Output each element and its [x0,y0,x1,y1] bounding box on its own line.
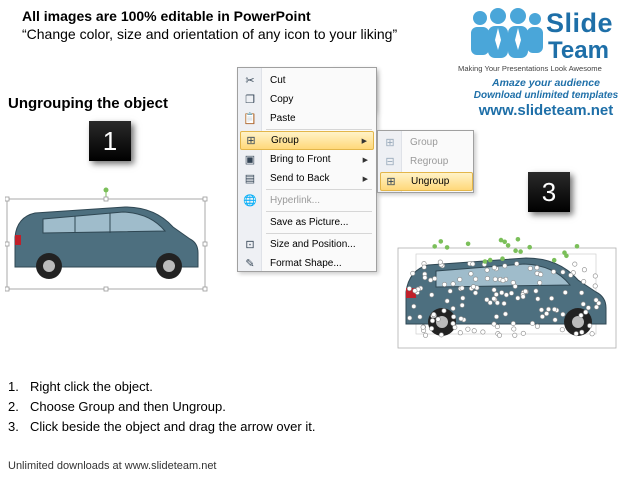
selection-handle [593,274,597,278]
submenu-item-ungroup[interactable] [380,172,473,191]
menu-item-save-as-picture[interactable] [240,213,374,232]
step-item [8,377,315,397]
rotation-handle [527,245,532,250]
selection-handle [549,296,553,300]
rotation-handle [502,240,507,245]
selection-handle [515,262,519,266]
selection-handle [594,298,598,302]
context-menu[interactable] [237,67,377,272]
logo-url[interactable]: www.slideteam.net [478,102,614,119]
header-subtitle: “Change color, size and orientation of any icon to your liking” [22,26,398,42]
selection-handle [494,292,498,296]
selection-handle [512,327,516,331]
submenu-item-label: Regroup [410,156,449,167]
van-grouped-image[interactable] [5,187,208,292]
step-number: 2. [8,399,19,414]
rotation-handle [562,250,567,255]
selection-handle [422,265,426,269]
selection-handle [442,309,446,313]
send-back-icon: ▤ [244,173,256,185]
menu-item-paste[interactable] [240,109,374,128]
selection-handle [430,293,434,297]
menu-item-copy[interactable] [240,90,374,109]
selection-handle [539,272,543,276]
submenu-item-regroup[interactable] [380,152,473,171]
selection-handle [418,315,422,319]
group-icon: ⊞ [385,137,395,149]
slideteam-logo [456,4,634,124]
selection-handle [485,268,489,272]
selection-handle [412,304,416,308]
selection-handle [500,291,504,295]
selection-handle [495,301,499,305]
selection-handle [436,317,440,321]
selection-handle [511,280,515,284]
rotation-handle [513,248,518,253]
selection-handle [590,332,594,336]
rotation-handle [483,259,488,264]
selection-handle [593,284,597,288]
selection-handle [494,315,498,319]
selection-handle [485,298,489,302]
selection-handle [560,328,564,332]
selection-handle [528,266,532,270]
selection-handle [438,260,442,264]
selection-handle [413,289,417,293]
rotation-handle [575,244,580,249]
rotation-handle [466,242,471,247]
selection-handle [429,326,433,330]
logo-word-slide: Slide [546,8,614,38]
selection-handle [581,302,585,306]
selection-handle [448,289,452,293]
ungroup-icon: ⊞ [386,176,396,188]
selection-handle [521,295,525,299]
selection-handle [569,273,573,277]
menu-item-label: Paste [270,113,296,124]
selection-handle [460,303,464,307]
selection-handle [423,275,427,279]
selection-handle [433,276,437,280]
logo-word-team: Team [548,37,609,64]
rotation-handle [488,258,493,263]
selection-handle [535,266,539,270]
submenu-item-label: Group [410,137,438,148]
selection-handle [423,333,427,337]
footer-text: Unlimited downloads at www.slideteam.net [8,460,217,472]
selection-handle [536,297,540,301]
step-text: Click beside the object and drag the arrow over it. [30,419,316,434]
menu-separator [266,211,372,212]
selection-handle [544,311,548,315]
selection-handle [473,277,477,281]
scissors-icon: ✂ [245,75,255,87]
selection-handle [471,285,475,289]
selection-handle [573,262,577,266]
paste-icon: 📋 [243,113,257,125]
size-position-icon: ⊡ [245,239,255,251]
instruction-steps [8,377,315,437]
selection-handle [584,310,588,314]
selection-handle [492,265,496,269]
submenu-item-group[interactable] [380,133,473,152]
selection-handle [451,282,455,286]
menu-item-label: Format Shape... [270,258,342,269]
step-text: Right click the object. [30,379,153,394]
menu-item-group[interactable] [240,131,374,150]
selection-handle [582,279,586,283]
header-title: All images are 100% editable in PowerPoint [22,8,311,24]
selection-handle [421,325,425,329]
selection-handle [516,296,520,300]
rotation-handle [552,258,557,263]
group-submenu[interactable] [377,130,474,193]
menu-item-cut[interactable] [240,71,374,90]
selection-handle [501,278,505,282]
selection-handle [594,305,598,309]
selection-handle [469,272,473,276]
format-shape-icon: ✎ [245,258,255,270]
hyperlink-icon: 🌐 [243,195,257,207]
selection-handle [588,324,592,328]
rotation-handle [516,237,521,242]
selection-handle [523,289,527,293]
selection-handle [411,271,415,275]
selection-handle [492,288,496,292]
menu-item-label: Save as Picture... [270,217,349,228]
menu-item-bring-to-front[interactable] [240,150,374,169]
submenu-arrow-icon: ▶ [362,156,368,164]
step-badge-3: 3 [528,172,570,212]
selection-handle [563,290,567,294]
selection-handle [553,318,557,322]
selection-handle [530,321,534,325]
submenu-arrow-icon: ▶ [361,137,367,145]
rotation-handle [439,239,444,244]
selection-handle [497,333,501,337]
selection-handle [466,327,470,331]
van-ungrouped-image[interactable] [396,234,620,352]
group-icon: ⊞ [246,135,256,147]
selection-handle [539,308,543,312]
selection-handle [461,296,465,300]
selection-handle [574,332,578,336]
section-title: Ungrouping the object [8,95,168,112]
selection-handle [503,312,507,316]
rotation-handle [500,256,505,261]
selection-handle [580,330,584,334]
selection-handle [502,301,506,305]
menu-item-label: Cut [270,75,286,86]
selection-handle [504,293,508,297]
rotation-handle [518,249,523,254]
selection-handle [503,264,507,268]
selection-handle [408,316,412,320]
menu-item-hyperlink[interactable] [240,191,374,210]
submenu-arrow-icon: ▶ [362,175,368,183]
logo-tagline: Making Your Presentations Look Awesome [458,64,602,73]
selection-handle [439,333,443,337]
step-item [8,397,315,417]
rotation-handle [506,243,511,248]
step-text: Choose Group and then Ungroup. [30,399,226,414]
selection-handle [485,276,489,280]
menu-item-format-shape[interactable] [240,254,374,273]
people-logo-icon [468,6,544,62]
selection-handle [495,324,499,328]
logo-download: Download unlimited templates [473,90,619,101]
selection-handle [561,312,565,316]
selection-handle [513,333,517,337]
copy-icon: ❐ [245,94,255,106]
selection-handle [460,286,464,290]
selection-handle [451,315,455,319]
selection-handle [561,270,565,274]
menu-item-label: Send to Back [270,173,330,184]
menu-item-label: Hyperlink... [270,195,321,206]
selection-handle [493,277,497,281]
menu-item-send-to-back[interactable] [240,169,374,188]
step-badge-1: 1 [89,121,131,161]
step-number: 1. [8,379,19,394]
step-number: 3. [8,419,19,434]
rotation-handle [445,245,450,250]
selection-handle [538,281,542,285]
logo-amaze: Amaze your audience [492,77,600,89]
menu-item-size-and-position[interactable] [240,235,374,254]
selection-handle [451,306,455,310]
selection-handle [458,277,462,281]
menu-item-label: Copy [270,94,294,105]
bring-front-icon: ▣ [244,154,256,166]
regroup-icon: ⊟ [385,156,395,168]
selection-handle [579,313,583,317]
selection-handle [492,297,496,301]
menu-separator [266,233,372,234]
selection-handle [535,324,539,328]
selection-handle [451,321,455,325]
submenu-item-label: Ungroup [411,176,450,187]
selection-handle [511,321,515,325]
menu-separator [266,129,372,130]
selection-handle [546,307,550,311]
selection-handle [458,331,462,335]
selection-handle [473,291,477,295]
menu-item-label: Size and Position... [270,239,356,250]
selection-handle [459,317,463,321]
selection-handle [428,278,432,282]
selection-handle [579,291,583,295]
selection-handle [430,319,434,323]
selection-handle [442,282,446,286]
selection-handle [586,306,590,310]
selection-handle [551,270,555,274]
menu-item-label: Bring to Front [270,154,331,165]
selection-handle [445,299,449,303]
step-item [8,417,315,437]
selection-handle [540,314,544,318]
rotation-handle [432,244,437,249]
menu-separator [266,189,372,190]
selection-handle [582,268,586,272]
selection-handle [472,329,476,333]
selection-handle [407,286,411,290]
selection-handle [471,262,475,266]
selection-handle [432,312,436,316]
selection-handle [521,331,525,335]
selection-handle [509,291,513,295]
selection-handle [534,289,538,293]
selection-handle [552,307,556,311]
menu-item-label: Group [271,135,299,146]
selection-handle [481,330,485,334]
